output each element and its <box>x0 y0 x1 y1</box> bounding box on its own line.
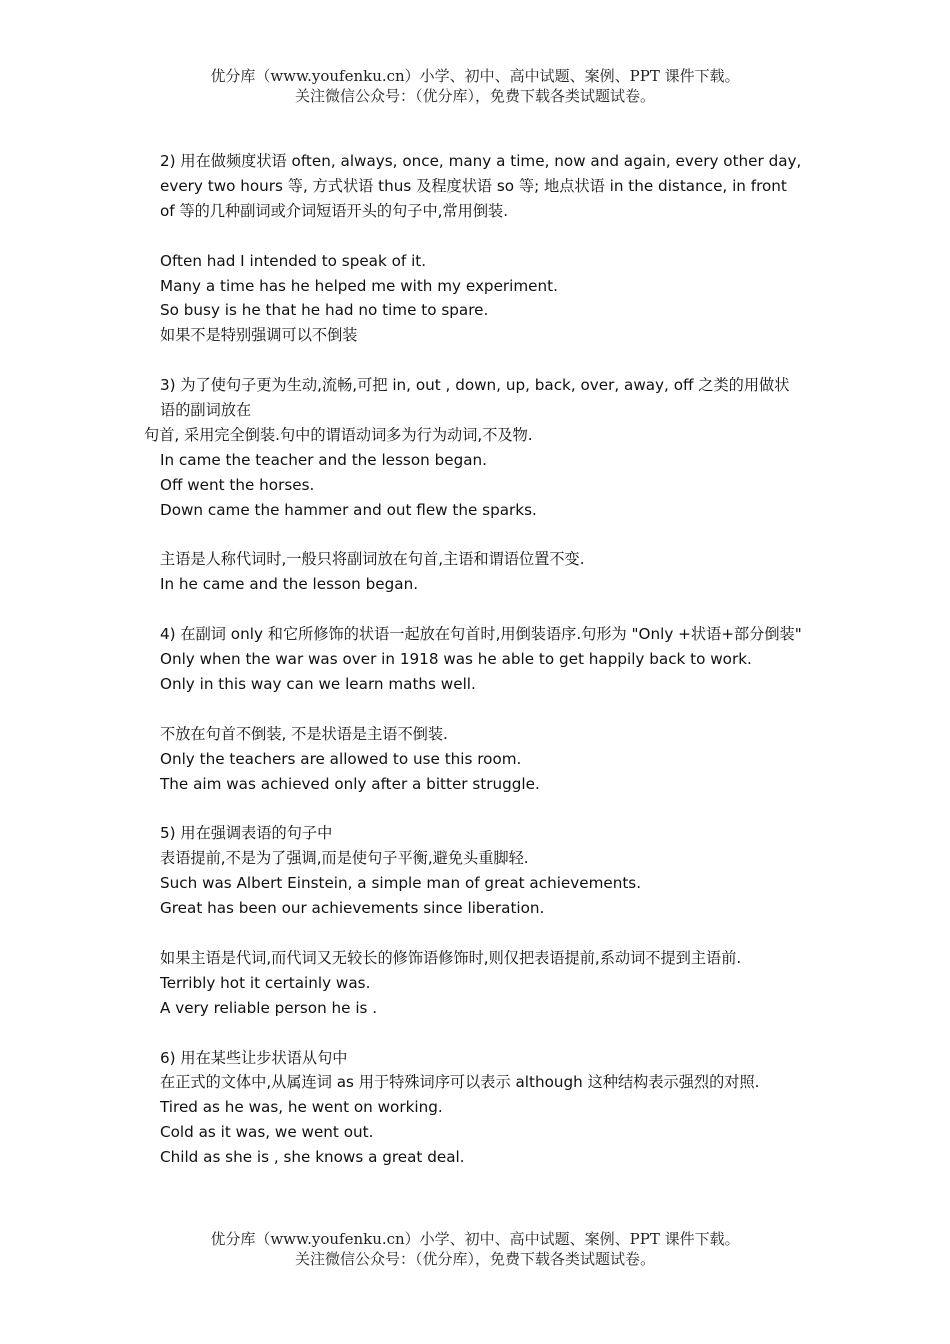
example-sentence: Such was Albert Einstein, a simple man of great achievements. <box>160 874 642 893</box>
example-sentence: Cold as it was, we went out. <box>160 1123 374 1142</box>
footer-line-2: 关注微信公众号：（优分库），免费下载各类试题试卷。 <box>294 1250 655 1268</box>
example-sentence: The aim was achieved only after a bitter struggle. <box>160 774 540 793</box>
section-5-heading: 5) 用在强调表语的句子中 <box>160 824 333 843</box>
example-sentence: Great has been our achievements since liberation. <box>160 899 545 918</box>
section-6-heading: 6) 用在某些让步状语从句中 <box>160 1048 348 1067</box>
example-sentence: Tired as he was, he went on working. <box>160 1098 443 1117</box>
spacer <box>144 796 804 821</box>
example-sentence: Only the teachers are allowed to use this room. <box>160 749 522 768</box>
example-sentence: Often had I intended to speak of it. <box>160 251 427 270</box>
document-body <box>144 149 804 1170</box>
spacer <box>144 348 804 373</box>
section-3-heading-cont: 句首, 采用完全倒装.句中的谓语动词多为行为动词,不及物. <box>144 425 533 444</box>
section-2-heading: 2) 用在做频度状语 often, always, once, many a time, now and again, every other day, every two hours 等, 方式状语 thus 及程度状语 so 等; 地点状语 in the distance, in front of 等的几种副词或介词短语开头的句子中,常用倒装. <box>160 152 802 220</box>
note-text: 如果主语是代词,而代词又无较长的修饰语修饰时,则仅把表语提前,系动词不提到主语前. <box>160 948 742 967</box>
section-3-heading: 3) 为了使句子更为生动,流畅,可把 in, out , down, up, back, over, away, off 之类的用做状语的副词放在 <box>160 376 790 420</box>
spacer <box>144 597 804 622</box>
example-sentence: Only when the war was over in 1918 was he able to get happily back to work. <box>160 650 752 669</box>
example-sentence: Only in this way can we learn maths well. <box>160 674 476 693</box>
header-line-1: 优分库（www.youfenku.cn）小学、初中、高中试题、案例、PPT 课件下载。 <box>210 67 740 85</box>
example-sentence: So busy is he that he had no time to spare. <box>160 301 489 320</box>
example-sentence: In he came and the lesson began. <box>160 575 419 594</box>
example-sentence: A very reliable person he is . <box>160 998 378 1017</box>
note-text: 如果不是特别强调可以不倒装 <box>160 326 358 345</box>
spacer <box>144 697 804 722</box>
section-4-heading: 4) 在副词 only 和它所修饰的状语一起放在句首时,用倒装语序.句形为 "Only +状语+部分倒装" <box>160 625 802 644</box>
footer-line-1: 优分库（www.youfenku.cn）小学、初中、高中试题、案例、PPT 课件下载。 <box>210 1230 740 1248</box>
note-text: 在正式的文体中,从属连词 as 用于特殊词序可以表示 although 这种结构表示强烈的对照. <box>160 1073 760 1092</box>
example-sentence: Terribly hot it certainly was. <box>160 973 371 992</box>
spacer <box>144 921 804 946</box>
spacer <box>144 224 804 249</box>
note-text: 主语是人称代词时,一般只将副词放在句首,主语和谓语位置不变. <box>160 550 585 569</box>
example-sentence: Down came the hammer and out flew the sparks. <box>160 500 537 519</box>
example-sentence: Many a time has he helped me with my experiment. <box>160 276 558 295</box>
spacer <box>144 523 804 548</box>
note-text: 不放在句首不倒装, 不是状语是主语不倒装. <box>160 724 448 743</box>
example-sentence: Off went the horses. <box>160 475 315 494</box>
example-sentence: In came the teacher and the lesson began. <box>160 450 487 469</box>
spacer <box>144 1021 804 1046</box>
page-footer <box>0 1229 950 1269</box>
page-header <box>0 66 950 106</box>
note-text: 表语提前,不是为了强调,而是使句子平衡,避免头重脚轻. <box>160 849 529 868</box>
example-sentence: Child as she is , she knows a great deal. <box>160 1148 465 1167</box>
header-line-2: 关注微信公众号：（优分库），免费下载各类试题试卷。 <box>294 87 655 105</box>
